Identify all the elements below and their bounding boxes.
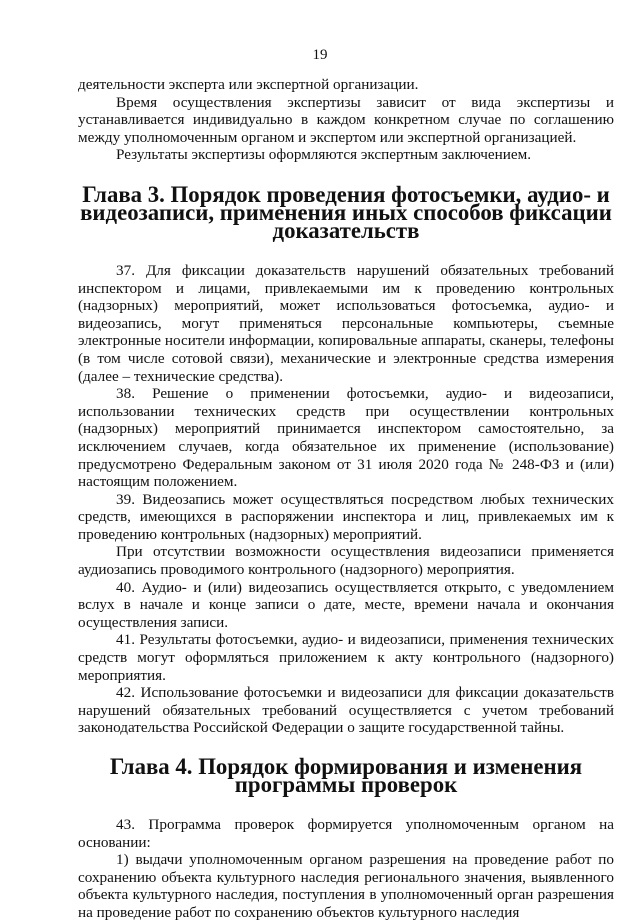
- intro-paragraph: Время осуществления экспертизы зависит от вида экспертизы и устанавливается индивидуально в каждом конкретном случае по соглашению между уполномоченным органом и экспертом или экспертной организацией.: [78, 93, 614, 146]
- page-content: [78, 76, 614, 922]
- paragraph-39-audio: При отсутствии возможности осуществления видеозаписи применяется аудиозапись проводимого контрольного (надзорного) мероприятия.: [78, 543, 614, 579]
- chapter-4-heading: Глава 4. Порядок формирования и изменения программы проверок: [109, 754, 583, 797]
- paragraph-43: 43. Программа проверок формируется уполномоченным органом на основании:: [78, 816, 614, 851]
- paragraph-40: 40. Аудио- и (или) видеозапись осуществляется открыто, с уведомлением вслух в начале и конце записи о дате, месте, времени начала и окончания осуществления записи.: [78, 578, 614, 631]
- paragraph-43-item-1: 1) выдачи уполномоченным органом разрешения на проведение работ по сохранению объекта культурного наследия регионального значения, выявленного объекта культурного наследия, поступления в уполномоченный орган разрешения на проведение работ по сохранению объектов культурного наследия: [78, 851, 614, 921]
- paragraph-38: 38. Решение о применении фотосъемки, аудио- и видеозаписи, использовании технических средств при осуществлении контрольных (надзорных) мероприятий принимается инспектором самостоятельно, за исключением случаев, когда обязательное их применение (использование) предусмотрено Федеральным законом от 31 июля 2020 года № 248-ФЗ и (или) настоящим положением.: [78, 385, 614, 491]
- page-number: 19: [312, 47, 328, 63]
- paragraph-37: 37. Для фиксации доказательств нарушений обязательных требований инспектором и лицами, привлекаемыми им к проведению контрольных (надзорных) мероприятий, может использоваться фотосъемка, аудио- и видеозапись, могут применяться персональные компьютеры, съемные электронные носители информации, копировальные аппараты, сканеры, телефоны (в том числе сотовой связи), механические и электронные средства измерения (далее – технические средства).: [78, 261, 614, 385]
- paragraph-42: 42. Использование фотосъемки и видеозаписи для фиксации доказательств нарушений обязательных требований осуществляется с учетом требований законодательства Российской Федерации о защите государственной тайны.: [78, 684, 614, 737]
- intro-paragraph: Результаты экспертизы оформляются экспертным заключением.: [116, 146, 532, 164]
- paragraph-39: 39. Видеозапись может осуществляться посредством любых технических средств, имеющихся в распоряжении инспектора и лиц, привлекаемых им к проведению контрольных (надзорных) мероприятий.: [78, 490, 614, 543]
- paragraph-41: 41. Результаты фотосъемки, аудио- и видеозаписи, применения технических средств могут оформляться приложением к акту контрольного (надзорного) мероприятия.: [78, 631, 614, 684]
- chapter-3-heading: Глава 3. Порядок проведения фотосъемки, аудио- и видеозаписи, применения иных способов фиксации доказательств: [80, 181, 612, 243]
- intro-paragraph: деятельности эксперта или экспертной организации.: [78, 76, 419, 93]
